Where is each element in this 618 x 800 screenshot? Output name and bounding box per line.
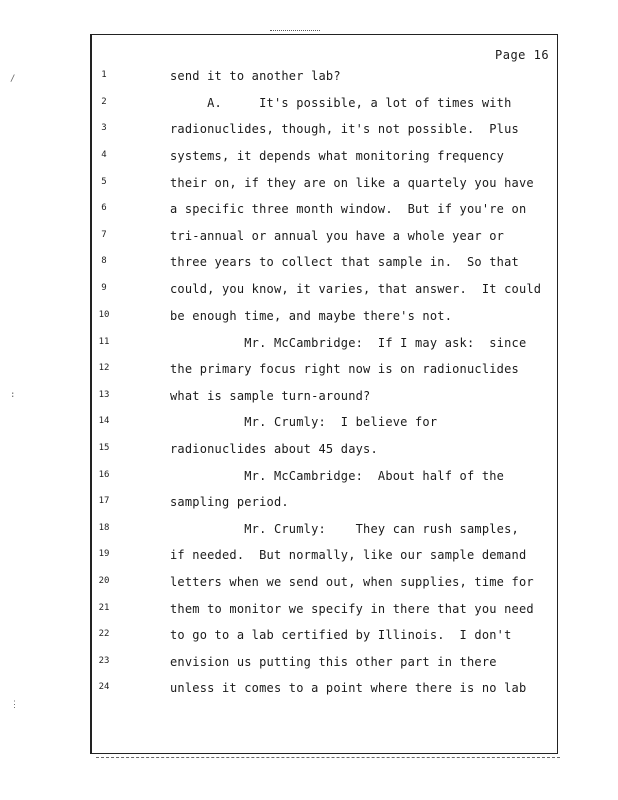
line-number: 21 <box>98 603 110 613</box>
line-number: 7 <box>101 230 107 240</box>
line-number: 10 <box>98 310 110 320</box>
line-number: 19 <box>98 549 110 559</box>
line-text: letters when we send out, when supplies, time for <box>170 575 534 589</box>
margin-mark: ⋮ <box>10 700 19 710</box>
line-number: 14 <box>98 416 110 426</box>
line-number: 5 <box>101 177 107 187</box>
line-number: 17 <box>98 496 110 506</box>
line-text: Mr. Crumly: They can rush samples, <box>170 522 519 536</box>
line-text: radionuclides about 45 days. <box>170 442 378 456</box>
line-number: 22 <box>98 629 110 639</box>
margin-mark: : <box>10 390 16 400</box>
page-number: Page 16 <box>495 48 550 62</box>
scan-artifact-bottom <box>96 757 560 760</box>
line-number: 23 <box>98 656 110 666</box>
line-number: 11 <box>98 337 110 347</box>
line-text: tri-annual or annual you have a whole year or <box>170 229 505 243</box>
line-text: their on, if they are on like a quartely you have <box>170 176 534 190</box>
line-text: a specific three month window. But if you're on <box>170 202 527 216</box>
line-number: 6 <box>101 203 107 213</box>
line-text: systems, it depends what monitoring frequency <box>170 149 505 163</box>
line-number: 16 <box>98 470 110 480</box>
line-text: three years to collect that sample in. So that <box>170 255 519 269</box>
line-number: 20 <box>98 576 110 586</box>
line-number: 24 <box>98 682 110 692</box>
margin-mark: / <box>10 74 16 84</box>
line-text: Mr. McCambridge: If I may ask: since <box>170 336 527 350</box>
line-text: send it to another lab? <box>170 69 341 83</box>
line-number: 9 <box>101 283 107 293</box>
line-text: Mr. McCambridge: About half of the <box>170 469 505 483</box>
line-text: be enough time, and maybe there's not. <box>170 309 453 323</box>
line-text: envision us putting this other part in there <box>170 655 497 669</box>
line-text: Mr. Crumly: I believe for <box>170 415 438 429</box>
line-text: unless it comes to a point where there is no lab <box>170 681 527 695</box>
line-number: 13 <box>98 390 110 400</box>
line-number: 1 <box>101 70 107 80</box>
line-number: 12 <box>98 363 110 373</box>
line-text: if needed. But normally, like our sample demand <box>170 548 527 562</box>
line-text: the primary focus right now is on radionuclides <box>170 362 519 376</box>
line-text: what is sample turn-around? <box>170 389 371 403</box>
line-number: 8 <box>101 256 107 266</box>
line-text: radionuclides, though, it's not possible. Plus <box>170 122 519 136</box>
line-number: 15 <box>98 443 110 453</box>
line-number: 2 <box>101 97 107 107</box>
line-text: to go to a lab certified by Illinois. I don't <box>170 628 512 642</box>
line-text: A. It's possible, a lot of times with <box>170 96 512 110</box>
line-text: sampling period. <box>170 495 289 509</box>
line-number: 3 <box>101 123 107 133</box>
line-text: could, you know, it varies, that answer. It could <box>170 282 542 296</box>
line-number: 4 <box>101 150 107 160</box>
line-text: them to monitor we specify in there that you need <box>170 602 534 616</box>
line-number: 18 <box>98 523 110 533</box>
